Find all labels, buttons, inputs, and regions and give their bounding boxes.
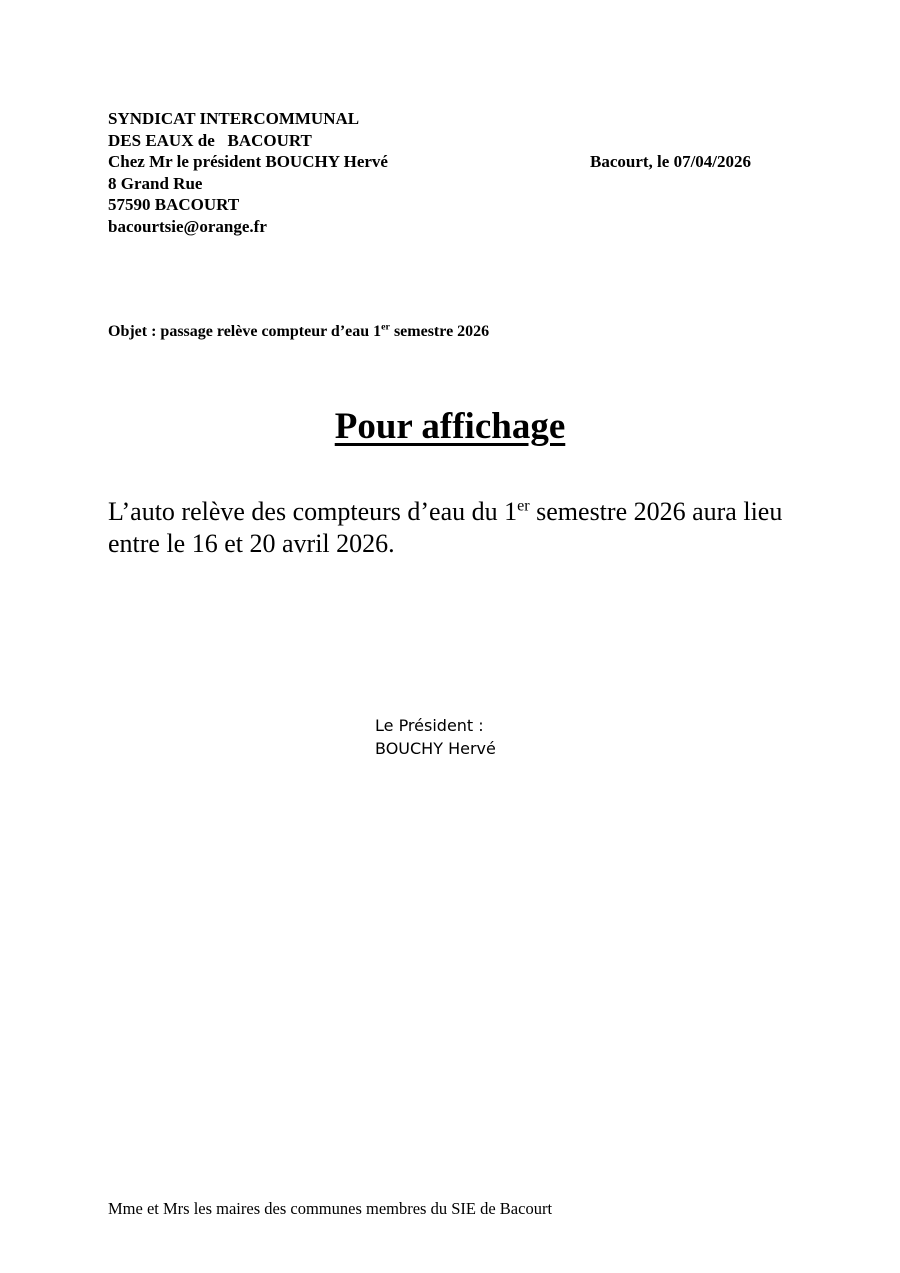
sender-city: 57590 BACOURT	[108, 195, 240, 214]
place-and-date: Bacourt, le 07/04/2026	[590, 152, 752, 171]
subject-line	[108, 322, 489, 342]
body-superscript: er	[517, 497, 530, 515]
sender-care-of: Chez Mr le président BOUCHY Hervé	[108, 152, 388, 171]
notice-title	[0, 404, 900, 450]
body-text-start: L’auto relève des compteurs d’eau du 1	[108, 497, 518, 526]
subject-superscript: er	[381, 321, 390, 333]
sender-email: bacourtsie@orange.fr	[108, 216, 267, 236]
notice-title-text: Pour affichage	[334, 406, 566, 447]
signature-name: BOUCHY Hervé	[375, 739, 496, 758]
sender-name-line1: SYNDICAT INTERCOMMUNAL	[108, 109, 360, 128]
subject-text-start: Objet : passage relève compteur d’eau 1	[108, 323, 382, 340]
body-text-end: semestre 2026 aura lieu entre le 16 et 20 avril 2026.	[108, 497, 783, 558]
sender-address-block	[108, 108, 388, 237]
signature-block	[375, 714, 496, 760]
sender-name-line2: DES EAUX de BACOURT	[108, 130, 312, 150]
signature-role: Le Président :	[375, 716, 484, 735]
sender-street: 8 Grand Rue	[108, 173, 203, 193]
notice-body	[108, 496, 808, 560]
recipients-line: Mme et Mrs les maires des communes membres du SIE de Bacourt	[108, 1199, 553, 1218]
subject-text-end: semestre 2026	[389, 323, 490, 340]
